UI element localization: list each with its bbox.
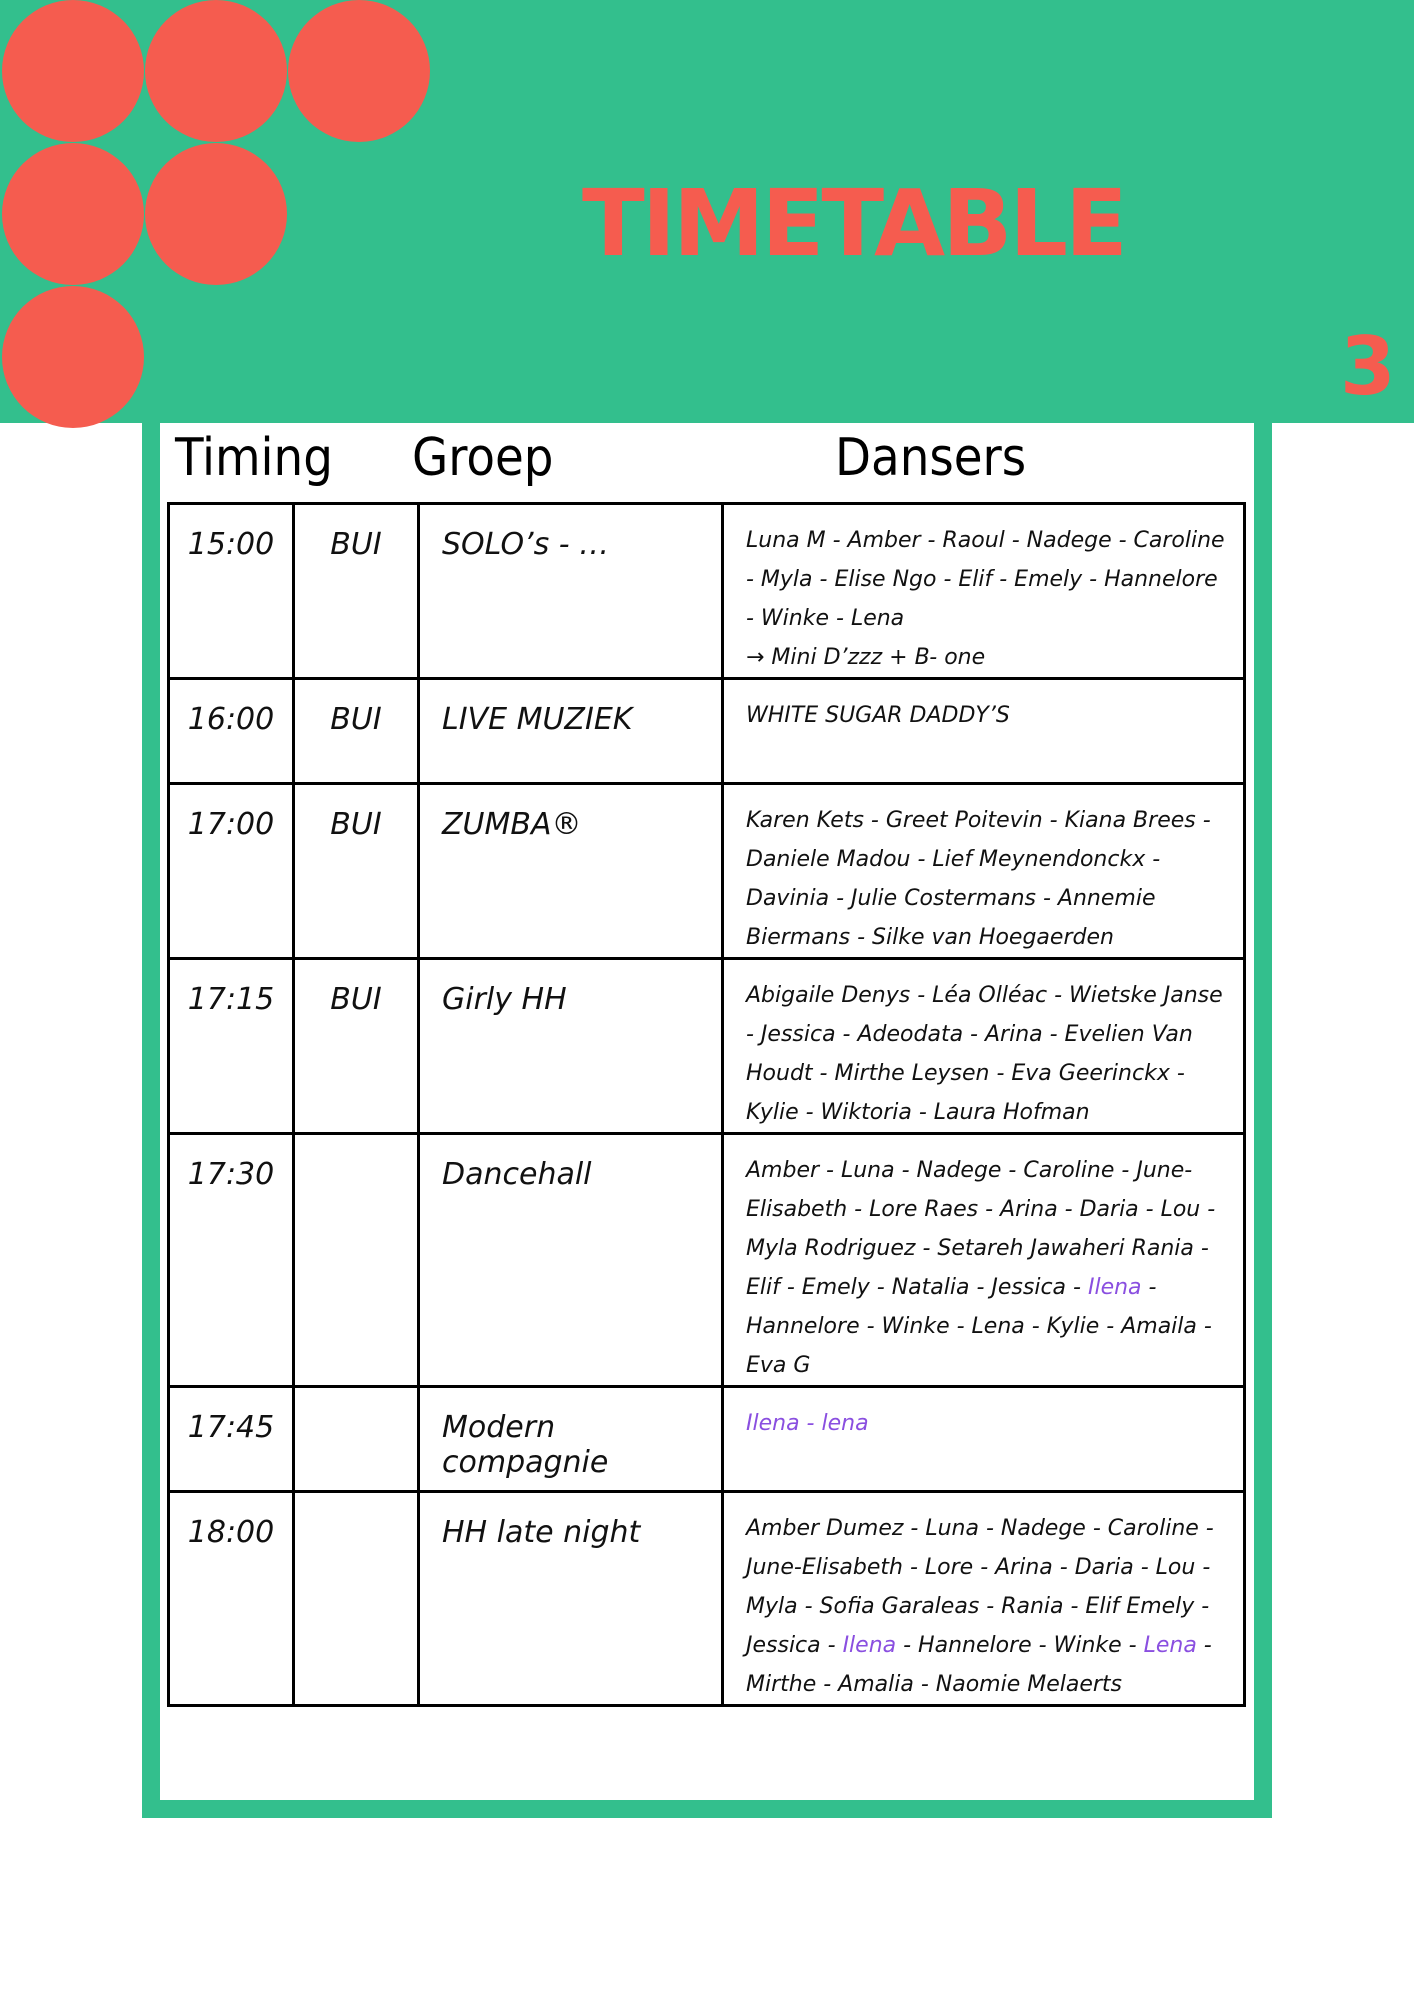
timetable [167,502,1246,1707]
dancers-cell [723,784,1245,959]
column-header-timing: Timing [175,428,333,488]
dancers-cell [723,1387,1245,1492]
column-header-dancers: Dansers [835,428,1027,488]
location-cell [294,1134,419,1387]
dancer-names: - Mirthe - Amalia - Naomie Melaerts [746,1633,1212,1697]
dancer-names: Karen Kets - Greet Poitevin - Kiana Brees - Daniele Madou - Lief Meynendonckx - Davinia - Julie Costermans - Annemie Biermans - Silke van Hoegaerden [746,808,1211,950]
group-cell: ZUMBA® [419,784,723,959]
dancer-name-highlight: Lena [1143,1633,1197,1658]
location-cell: BUI [294,679,419,784]
dancer-names: - Hannelore - Winke - [896,1633,1144,1658]
dancers-cell [723,1492,1245,1706]
time-cell: 18:00 [169,1492,294,1706]
group-cell: Modern compagnie [419,1387,723,1492]
decor-circle [288,0,430,142]
time-cell: 15:00 [169,504,294,679]
time-cell: 17:15 [169,959,294,1134]
page-title: TIMETABLE [582,170,1125,277]
dancer-names: → Mini D’zzz + B- one [746,645,986,670]
dancer-name-highlight: Ilena [842,1633,897,1658]
decor-circle [2,286,144,428]
table-row [169,784,1245,959]
dancers-cell [723,504,1245,679]
column-header-group: Groep [412,428,554,488]
decor-circle [2,143,144,285]
table-row [169,1134,1245,1387]
dancers-cell [723,679,1245,784]
table-row [169,679,1245,784]
location-cell: BUI [294,959,419,1134]
decor-circle [2,0,144,142]
dancers-cell [723,1134,1245,1387]
location-cell [294,1387,419,1492]
table-row [169,1387,1245,1492]
group-cell: HH late night [419,1492,723,1706]
time-cell: 16:00 [169,679,294,784]
decor-circle [145,143,287,285]
decor-circle [145,0,287,142]
location-cell: BUI [294,784,419,959]
time-cell: 17:00 [169,784,294,959]
page-number: 3 [1340,320,1396,413]
group-cell: SOLO’s - … [419,504,723,679]
location-cell [294,1492,419,1706]
table-row [169,959,1245,1134]
time-cell: 17:30 [169,1134,294,1387]
group-cell: Dancehall [419,1134,723,1387]
dancer-name-highlight: Ilena - lena [746,1411,869,1436]
dancer-names: - Hannelore - Winke - Lena - Kylie - Amaila - Eva G [746,1275,1212,1378]
dancer-names: Luna M - Amber - Raoul - Nadege - Caroline - Myla - Elise Ngo - Elif - Emely - Hannelore - Winke - Lena [746,528,1225,631]
time-cell: 17:45 [169,1387,294,1492]
dancer-name-highlight: Ilena [1087,1275,1142,1300]
dancer-names: WHITE SUGAR DADDY’S [746,703,1010,728]
group-cell: LIVE MUZIEK [419,679,723,784]
table-row [169,504,1245,679]
dancer-names: Amber Dumez - Luna - Nadege - Caroline - June-Elisabeth - Lore - Arina - Daria - Lou - Myla - Sofia Garaleas - Rania - Elif Emely - Jessica - [746,1516,1214,1658]
location-cell: BUI [294,504,419,679]
dancer-names: Amber - Luna - Nadege - Caroline - June-Elisabeth - Lore Raes - Arina - Daria - Lou - Myla Rodriguez - Setareh Jawaheri Rania - Elif - Emely - Natalia - Jessica - [746,1158,1216,1300]
dancer-names: Abigaile Denys - Léa Olléac - Wietske Janse - Jessica - Adeodata - Arina - Evelien Van Houdt - Mirthe Leysen - Eva Geerinckx - Kylie - Wiktoria - Laura Hofman [746,983,1223,1125]
table-row [169,1492,1245,1706]
dancers-cell [723,959,1245,1134]
group-cell: Girly HH [419,959,723,1134]
